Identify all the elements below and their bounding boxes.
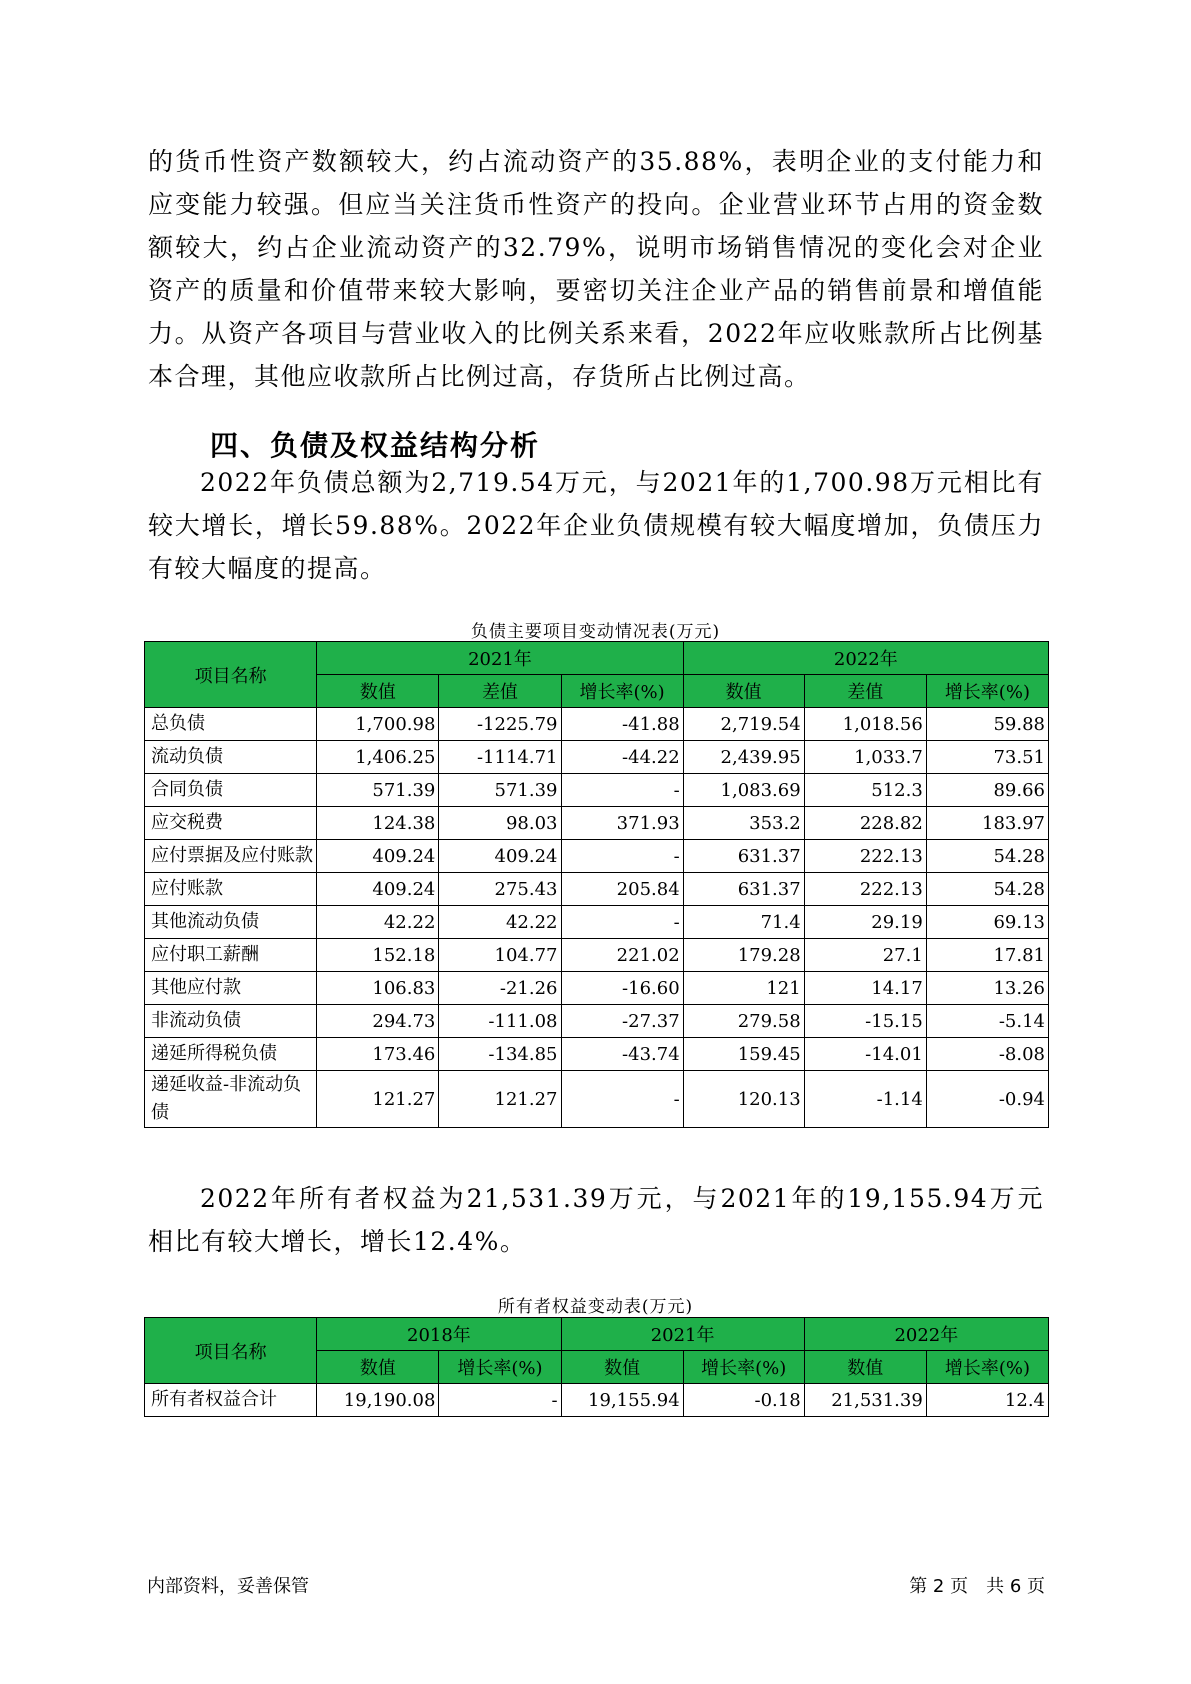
table-row xyxy=(145,741,1049,774)
growth-cell: 183.97 xyxy=(926,807,1048,840)
growth-cell: - xyxy=(561,774,683,807)
intro-paragraph: 的货币性资产数额较大，约占流动资产的35.88%，表明企业的支付能力和应变能力较强。但应当关注货币性资产的投向。企业营业环节占用的资金数额较大，约占企业流动资产的32.79%，说明市场销售情况的变化会对企业资产的质量和价值带来较大影响，要密切关注企业产品的销售前景和增值能力。从资产各项目与营业收入的比例关系来看，2022年应收账款所占比例基本合理，其他应收款所占比例过高，存货所占比例过高。 xyxy=(148,147,1044,391)
growth-cell: -16.60 xyxy=(561,972,683,1005)
diff-header: 差值 xyxy=(804,675,926,708)
liability-paragraph: 2022年负债总额为2,719.54万元，与2021年的1,700.98万元相比有较大增长，增长59.88%。2022年企业负债规模有较大幅度增加，负债压力有较大幅度的提高。 xyxy=(148,468,1044,583)
value-cell: 409.24 xyxy=(317,840,439,873)
value-cell: 1,083.69 xyxy=(683,774,804,807)
footer-confidential-note: 内部资料，妥善保管 xyxy=(147,1576,309,1597)
growth-header: 增长率(%) xyxy=(926,1351,1048,1384)
value-header: 数值 xyxy=(317,675,439,708)
growth-cell: 54.28 xyxy=(926,873,1048,906)
diff-cell: -1.14 xyxy=(804,1071,926,1128)
value-cell: 121.27 xyxy=(317,1071,439,1128)
diff-cell: 409.24 xyxy=(439,840,561,873)
table-row xyxy=(145,939,1049,972)
diff-header: 差值 xyxy=(439,675,561,708)
liability-table-caption: 负债主要项目变动情况表(万元) xyxy=(470,622,721,642)
value-cell: 571.39 xyxy=(317,774,439,807)
growth-cell: 371.93 xyxy=(561,807,683,840)
diff-cell: 42.22 xyxy=(439,906,561,939)
growth-cell: 69.13 xyxy=(926,906,1048,939)
value-header: 数值 xyxy=(561,1351,683,1384)
growth-cell: 73.51 xyxy=(926,741,1048,774)
value-cell: 152.18 xyxy=(317,939,439,972)
table-row xyxy=(145,873,1049,906)
diff-cell: 571.39 xyxy=(439,774,561,807)
diff-cell: 29.19 xyxy=(804,906,926,939)
footer-page-number: 第 2 页 共 6 页 xyxy=(909,1576,1045,1597)
row-name: 非流动负债 xyxy=(145,1005,317,1038)
table-row xyxy=(145,906,1049,939)
value-cell: 19,190.08 xyxy=(317,1384,439,1417)
growth-cell: 59.88 xyxy=(926,708,1048,741)
row-name: 应交税费 xyxy=(145,807,317,840)
diff-cell: -21.26 xyxy=(439,972,561,1005)
year-2021-header: 2021年 xyxy=(561,1318,804,1351)
growth-header: 增长率(%) xyxy=(926,675,1048,708)
value-cell: 631.37 xyxy=(683,873,804,906)
equity-paragraph: 2022年所有者权益为21,531.39万元，与2021年的19,155.94万元相比有较大增长，增长12.4%。 xyxy=(148,1184,1044,1256)
value-header: 数值 xyxy=(317,1351,439,1384)
row-name: 递延收益-非流动负债 xyxy=(145,1071,317,1128)
row-name: 其他流动负债 xyxy=(145,906,317,939)
value-cell: 19,155.94 xyxy=(561,1384,683,1417)
growth-cell: -27.37 xyxy=(561,1005,683,1038)
row-name: 应付票据及应付账款 xyxy=(145,840,317,873)
value-cell: 124.38 xyxy=(317,807,439,840)
row-name: 其他应付款 xyxy=(145,972,317,1005)
diff-cell: -111.08 xyxy=(439,1005,561,1038)
diff-cell: 27.1 xyxy=(804,939,926,972)
diff-cell: 1,018.56 xyxy=(804,708,926,741)
growth-cell: -41.88 xyxy=(561,708,683,741)
growth-header: 增长率(%) xyxy=(683,1351,804,1384)
row-name: 合同负债 xyxy=(145,774,317,807)
growth-header: 增长率(%) xyxy=(439,1351,561,1384)
equity-table-caption: 所有者权益变动表(万元) xyxy=(497,1297,694,1317)
growth-cell: - xyxy=(439,1384,561,1417)
row-name: 所有者权益合计 xyxy=(145,1384,317,1417)
diff-cell: 121.27 xyxy=(439,1071,561,1128)
item-name-header: 项目名称 xyxy=(145,1318,317,1384)
growth-cell: -8.08 xyxy=(926,1038,1048,1071)
growth-cell: 17.81 xyxy=(926,939,1048,972)
table-row xyxy=(145,708,1049,741)
growth-cell: 221.02 xyxy=(561,939,683,972)
table-row xyxy=(145,972,1049,1005)
value-cell: 159.45 xyxy=(683,1038,804,1071)
diff-cell: 14.17 xyxy=(804,972,926,1005)
growth-cell: 13.26 xyxy=(926,972,1048,1005)
diff-cell: 512.3 xyxy=(804,774,926,807)
value-cell: 120.13 xyxy=(683,1071,804,1128)
value-cell: 121 xyxy=(683,972,804,1005)
value-cell: 173.46 xyxy=(317,1038,439,1071)
diff-cell: 275.43 xyxy=(439,873,561,906)
growth-cell: -43.74 xyxy=(561,1038,683,1071)
value-cell: 279.58 xyxy=(683,1005,804,1038)
table-row xyxy=(145,1071,1049,1128)
value-cell: 631.37 xyxy=(683,840,804,873)
value-cell: 409.24 xyxy=(317,873,439,906)
table-row xyxy=(145,1384,1049,1417)
value-cell: 106.83 xyxy=(317,972,439,1005)
value-header: 数值 xyxy=(683,675,804,708)
row-name: 应付职工薪酬 xyxy=(145,939,317,972)
diff-cell: 228.82 xyxy=(804,807,926,840)
growth-header: 增长率(%) xyxy=(561,675,683,708)
diff-cell: -14.01 xyxy=(804,1038,926,1071)
year-2021-header: 2021年 xyxy=(317,642,683,675)
diff-cell: -1225.79 xyxy=(439,708,561,741)
item-name-header: 项目名称 xyxy=(145,642,317,708)
equity-table xyxy=(144,1317,1049,1417)
growth-cell: -5.14 xyxy=(926,1005,1048,1038)
growth-cell: 89.66 xyxy=(926,774,1048,807)
year-2018-header: 2018年 xyxy=(317,1318,561,1351)
growth-cell: -0.94 xyxy=(926,1071,1048,1128)
row-name: 应付账款 xyxy=(145,873,317,906)
growth-cell: - xyxy=(561,1071,683,1128)
table-row xyxy=(145,1005,1049,1038)
growth-cell: - xyxy=(561,906,683,939)
growth-cell: 12.4 xyxy=(926,1384,1048,1417)
diff-cell: -15.15 xyxy=(804,1005,926,1038)
value-cell: 2,439.95 xyxy=(683,741,804,774)
diff-cell: 222.13 xyxy=(804,873,926,906)
value-cell: 179.28 xyxy=(683,939,804,972)
liability-table xyxy=(144,641,1049,1128)
diff-cell: -134.85 xyxy=(439,1038,561,1071)
value-cell: 21,531.39 xyxy=(804,1384,926,1417)
value-header: 数值 xyxy=(804,1351,926,1384)
diff-cell: 98.03 xyxy=(439,807,561,840)
diff-cell: -1114.71 xyxy=(439,741,561,774)
value-cell: 42.22 xyxy=(317,906,439,939)
section-heading: 四、负债及权益结构分析 xyxy=(210,429,541,462)
row-name: 递延所得税负债 xyxy=(145,1038,317,1071)
value-cell: 294.73 xyxy=(317,1005,439,1038)
table-row xyxy=(145,1038,1049,1071)
value-cell: 1,700.98 xyxy=(317,708,439,741)
diff-cell: 222.13 xyxy=(804,840,926,873)
growth-cell: 54.28 xyxy=(926,840,1048,873)
growth-cell: -0.18 xyxy=(683,1384,804,1417)
year-2022-header: 2022年 xyxy=(683,642,1048,675)
value-cell: 71.4 xyxy=(683,906,804,939)
value-cell: 1,406.25 xyxy=(317,741,439,774)
row-name: 流动负债 xyxy=(145,741,317,774)
diff-cell: 104.77 xyxy=(439,939,561,972)
table-row xyxy=(145,774,1049,807)
value-cell: 353.2 xyxy=(683,807,804,840)
value-cell: 2,719.54 xyxy=(683,708,804,741)
row-name: 总负债 xyxy=(145,708,317,741)
table-row xyxy=(145,840,1049,873)
year-2022-header: 2022年 xyxy=(804,1318,1048,1351)
diff-cell: 1,033.7 xyxy=(804,741,926,774)
growth-cell: - xyxy=(561,840,683,873)
growth-cell: -44.22 xyxy=(561,741,683,774)
table-row xyxy=(145,807,1049,840)
growth-cell: 205.84 xyxy=(561,873,683,906)
